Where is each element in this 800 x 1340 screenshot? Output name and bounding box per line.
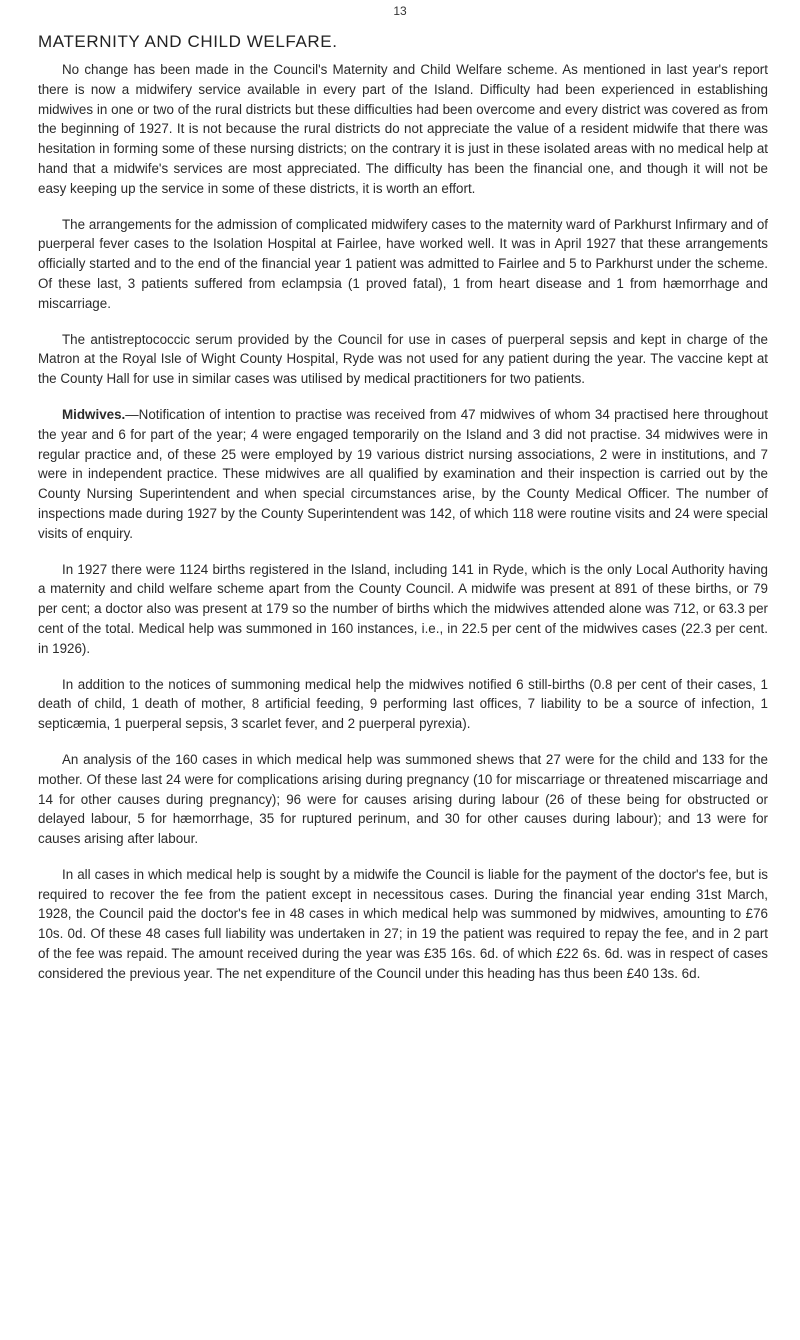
page-title: MATERNITY AND CHILD WELFARE. bbox=[38, 32, 338, 51]
paragraph-notices: In addition to the notices of summoning medical help the midwives notified 6 still-births (0.8 per cent of their cases, 1 death of child, 1 death of mother, 8 artificial feeding, 9 performing last offices, 7 liability to be a source of infection, 1 septicæmia, 1 puerperal sepsis, 3 scarlet fever, and 2 puerperal pyrexia). bbox=[38, 676, 768, 732]
midwives-text: —Notification of intention to practise was received from 47 midwives of whom 34 practised here throughout the year and 6 for part of the year; 4 were engaged temporarily on the Island and 3 did not practise. 34 midwives were in regular practice and, of these 25 were employed by 19 various district nursing associations, 2 were in institutions, and 7 were in independent practice. These midwives are all qualified by examination and their inspection is carried out by the County Nursing Superintendent and when special circumstances arise, by the County Medical Officer. The number of inspections made during 1927 by the County Superintendent was 142, of which 118 were routine visits and 24 were special visits of enquiry. bbox=[38, 406, 768, 541]
paragraph-admission-arrangements: The arrangements for the admission of complicated midwifery cases to the maternity ward of Parkhurst Infirmary and of puerperal fever cases to the Isolation Hospital at Fairlee, have worked well. It was in April 1927 that these arrangements officially started and to the end of the financial year 1 patient was admitted to Fairlee and 5 to Parkhurst under the scheme. Of these last, 3 patients suffered from eclampsia (1 proved fatal), 1 from heart disease and 1 from hæmorrhage and miscarriage. bbox=[38, 216, 768, 311]
page-number: 13 bbox=[393, 4, 407, 18]
paragraph-serum: The antistreptococcic serum provided by the Council for use in cases of puerperal sepsis and kept in charge of the Matron at the Royal Isle of Wight County Hospital, Ryde was not used for any patient during the year. The vaccine kept at the County Hall for use in similar cases was utilised by medical practitioners for two patients. bbox=[38, 331, 768, 387]
paragraph-midwives bbox=[38, 405, 768, 544]
midwives-run-in-heading: Midwives. bbox=[62, 406, 126, 422]
document-body bbox=[38, 60, 768, 1000]
paragraph-births: In 1927 there were 1124 births registered in the Island, including 141 in Ryde, which is the only Local Authority having a maternity and child welfare scheme apart from the County Council. A midwife was present at 891 of these births, or 79 per cent; a doctor also was present at 179 so the number of births which the midwives attended alone was 712, or 63.3 per cent of the total. Medical help was summoned in 160 instances, i.e., in 22.5 per cent of the midwives cases (22.3 per cent. in 1926). bbox=[38, 561, 768, 656]
paragraph-scheme: No change has been made in the Council's Maternity and Child Welfare scheme. As mentioned in last year's report there is now a midwifery service available in every part of the Island. Difficulty had been experienced in establishing midwives in one or two of the rural districts but these difficulties had been overcome and every district was covered as from the beginning of 1927. It is not because the rural districts do not appreciate the value of a resident midwife that there was hesitation in forming some of these nursing districts; on the contrary it is just in these isolated areas with no medical help at hand that a midwife's services are most appreciated. The difficulty has been the financial one, and though it will not be easy keeping up the service in some of these districts, it is worth an effort. bbox=[38, 62, 768, 196]
paragraph-fees: In all cases in which medical help is sought by a midwife the Council is liable for the payment of the doctor's fee, but is required to recover the fee from the patient except in necessitous cases. During the financial year ending 31st March, 1928, the Council paid the doctor's fee in 48 cases in which medical help was summoned by midwives, amounting to £76 10s. 0d. Of these 48 cases full liability was undertaken in 27; in 19 the patient was required to repay the fee, and in 2 part of the fee was repaid. The amount received during the year was £35 16s. 6d. of which £22 6s. 6d. was in respect of cases considered the previous year. The net expenditure of the Council under this heading has thus been £40 13s. 6d. bbox=[38, 866, 768, 981]
paragraph-analysis: An analysis of the 160 cases in which medical help was summoned shews that 27 were for the child and 133 for the mother. Of these last 24 were for complications arising during pregnancy (10 for miscarriage or threatened miscarriage and 14 for other causes during pregnancy); 96 were for causes arising during labour (26 of these being for obstructed or delayed labour, 5 for hæmorrhage, 35 for ruptured perinum, and 30 for other causes during labour); and 13 were for causes arising after labour. bbox=[38, 751, 768, 847]
